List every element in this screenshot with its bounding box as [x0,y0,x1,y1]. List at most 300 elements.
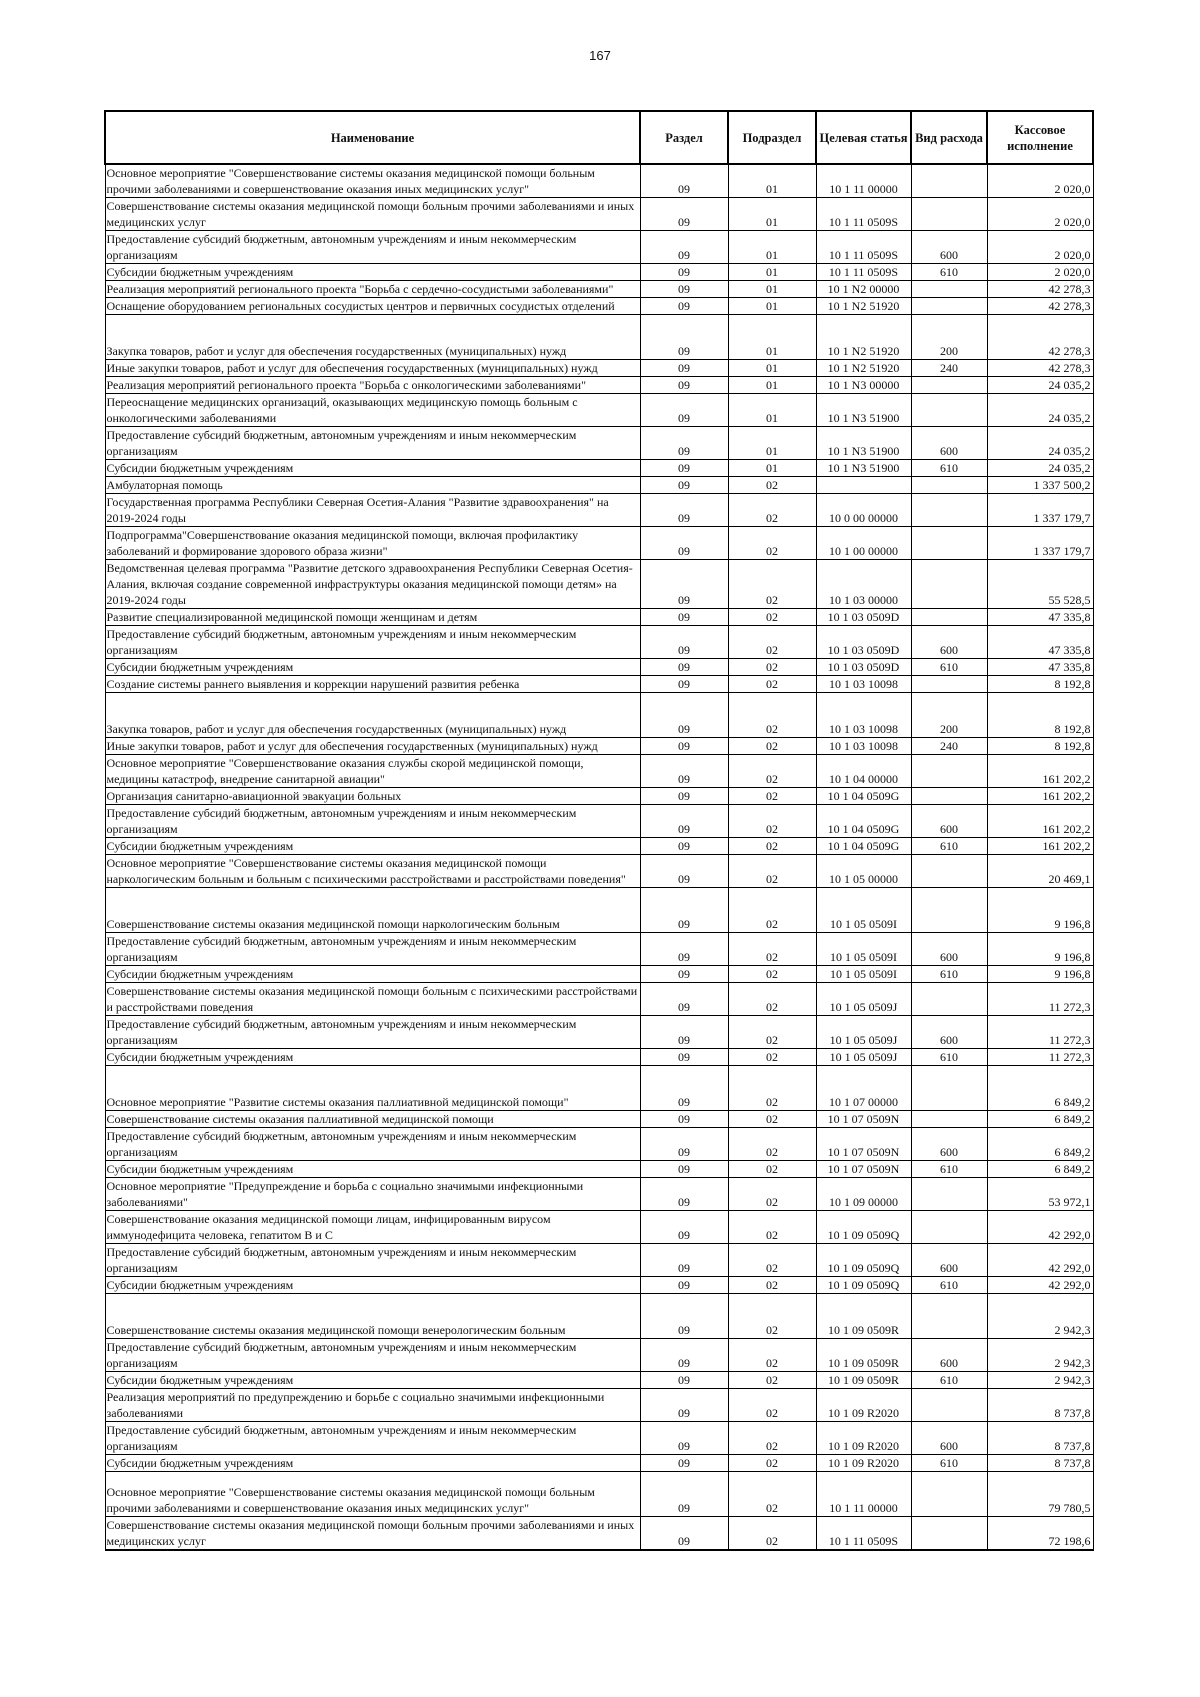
cell-razdel: 09 [640,1372,728,1389]
cell-podrazdel: 02 [728,1472,816,1517]
table-row [105,560,1093,609]
cell-vid-raskhoda: 610 [911,1277,987,1294]
cell-razdel: 09 [640,477,728,494]
cell-kassovoe-ispolnenie: 1 337 179,7 [987,494,1093,527]
cell-name: Предоставление субсидий бюджетным, автономным учреждениям и иным некоммерческим организациям [105,1422,640,1455]
table-row [105,738,1093,755]
table-row [105,1455,1093,1472]
cell-name: Совершенствование системы оказания медицинской помощи больным с психическими расстройствами и расстройствами поведения [105,983,640,1016]
table-row [105,788,1093,805]
cell-podrazdel: 02 [728,1294,816,1339]
cell-razdel: 09 [640,609,728,626]
cell-kassovoe-ispolnenie: 2 020,0 [987,164,1093,198]
cell-vid-raskhoda: 600 [911,1016,987,1049]
cell-tselevaya-statya: 10 1 11 0509S [816,231,911,264]
cell-razdel: 09 [640,1128,728,1161]
cell-podrazdel: 02 [728,1389,816,1422]
cell-tselevaya-statya: 10 1 05 0509I [816,933,911,966]
cell-podrazdel: 01 [728,377,816,394]
cell-kassovoe-ispolnenie: 72 198,6 [987,1517,1093,1551]
cell-razdel: 09 [640,494,728,527]
cell-vid-raskhoda [911,560,987,609]
cell-name: Совершенствование системы оказания медицинской помощи венерологическим больным [105,1294,640,1339]
cell-tselevaya-statya: 10 1 04 00000 [816,755,911,788]
cell-kassovoe-ispolnenie: 42 278,3 [987,315,1093,360]
cell-tselevaya-statya: 10 1 05 00000 [816,855,911,888]
cell-tselevaya-statya: 10 1 N3 51900 [816,460,911,477]
table-row [105,360,1093,377]
cell-vid-raskhoda: 610 [911,1049,987,1066]
cell-name: Предоставление субсидий бюджетным, автономным учреждениям и иным некоммерческим организациям [105,231,640,264]
cell-razdel: 09 [640,281,728,298]
cell-vid-raskhoda: 610 [911,1455,987,1472]
table-body [105,164,1093,1550]
cell-tselevaya-statya: 10 1 11 0509S [816,198,911,231]
cell-name: Основное мероприятие "Совершенствование системы оказания медицинской помощи наркологическим больным и больным с психическими расстройствами и расстройствами поведения" [105,855,640,888]
header-kassovoe-ispolnenie: Кассовое исполнение [987,111,1093,164]
cell-podrazdel: 01 [728,231,816,264]
cell-name: Реализация мероприятий по предупреждению и борьбе с социально значимыми инфекционными заболеваниями [105,1389,640,1422]
cell-vid-raskhoda [911,1389,987,1422]
cell-tselevaya-statya: 10 1 09 0509Q [816,1277,911,1294]
cell-name: Предоставление субсидий бюджетным, автономным учреждениям и иным некоммерческим организациям [105,1244,640,1277]
cell-name: Амбулаторная помощь [105,477,640,494]
cell-vid-raskhoda [911,198,987,231]
cell-kassovoe-ispolnenie: 6 849,2 [987,1111,1093,1128]
cell-razdel: 09 [640,360,728,377]
cell-vid-raskhoda [911,888,987,933]
cell-tselevaya-statya: 10 1 07 00000 [816,1066,911,1111]
table-row [105,1389,1093,1422]
cell-name: Субсидии бюджетным учреждениям [105,1161,640,1178]
header-podrazdel: Подраздел [728,111,816,164]
table-row [105,281,1093,298]
cell-tselevaya-statya: 10 1 09 0509Q [816,1211,911,1244]
cell-name: Основное мероприятие "Совершенствование системы оказания медицинской помощи больным прочими заболеваниями и совершенствование оказания иных медицинских услуг" [105,164,640,198]
cell-kassovoe-ispolnenie: 79 780,5 [987,1472,1093,1517]
cell-razdel: 09 [640,738,728,755]
cell-tselevaya-statya: 10 1 09 0509R [816,1294,911,1339]
table-row [105,298,1093,315]
cell-podrazdel: 01 [728,264,816,281]
cell-kassovoe-ispolnenie: 2 942,3 [987,1372,1093,1389]
cell-name: Предоставление субсидий бюджетным, автономным учреждениям и иным некоммерческим организациям [105,933,640,966]
cell-podrazdel: 02 [728,1277,816,1294]
cell-podrazdel: 02 [728,659,816,676]
table-row [105,198,1093,231]
cell-tselevaya-statya: 10 1 05 0509J [816,1049,911,1066]
cell-razdel: 09 [640,1211,728,1244]
cell-name: Переоснащение медицинских организаций, оказывающих медицинскую помощь больным с онкологическими заболеваниями [105,394,640,427]
cell-tselevaya-statya: 10 1 N3 00000 [816,377,911,394]
table-row [105,1294,1093,1339]
cell-kassovoe-ispolnenie: 8 737,8 [987,1455,1093,1472]
cell-tselevaya-statya: 10 1 N2 00000 [816,281,911,298]
cell-razdel: 09 [640,966,728,983]
cell-podrazdel: 02 [728,1178,816,1211]
cell-tselevaya-statya: 10 1 03 0509D [816,659,911,676]
cell-kassovoe-ispolnenie: 1 337 179,7 [987,527,1093,560]
cell-razdel: 09 [640,1455,728,1472]
cell-name: Предоставление субсидий бюджетным, автономным учреждениям и иным некоммерческим организациям [105,805,640,838]
table-row [105,1128,1093,1161]
cell-kassovoe-ispolnenie: 53 972,1 [987,1178,1093,1211]
page-number: 167 [589,48,611,63]
cell-tselevaya-statya: 10 1 11 00000 [816,164,911,198]
table-row [105,805,1093,838]
cell-podrazdel: 02 [728,1517,816,1551]
cell-vid-raskhoda [911,609,987,626]
table-row [105,1372,1093,1389]
table-row [105,888,1093,933]
cell-kassovoe-ispolnenie: 11 272,3 [987,1049,1093,1066]
cell-vid-raskhoda [911,788,987,805]
cell-tselevaya-statya: 10 1 05 0509J [816,983,911,1016]
table-row [105,494,1093,527]
cell-kassovoe-ispolnenie: 161 202,2 [987,755,1093,788]
cell-vid-raskhoda: 200 [911,693,987,738]
cell-kassovoe-ispolnenie: 24 035,2 [987,377,1093,394]
cell-vid-raskhoda [911,377,987,394]
cell-name: Предоставление субсидий бюджетным, автономным учреждениям и иным некоммерческим организациям [105,1339,640,1372]
cell-razdel: 09 [640,1161,728,1178]
cell-kassovoe-ispolnenie: 8 192,8 [987,676,1093,693]
cell-vid-raskhoda: 240 [911,738,987,755]
table-row [105,693,1093,738]
table-row [105,1244,1093,1277]
cell-kassovoe-ispolnenie: 47 335,8 [987,609,1093,626]
cell-razdel: 09 [640,527,728,560]
cell-vid-raskhoda [911,494,987,527]
table-row [105,626,1093,659]
cell-name: Предоставление субсидий бюджетным, автономным учреждениям и иным некоммерческим организациям [105,1016,640,1049]
cell-razdel: 09 [640,427,728,460]
cell-tselevaya-statya: 10 1 09 00000 [816,1178,911,1211]
table-row [105,377,1093,394]
cell-podrazdel: 02 [728,805,816,838]
cell-tselevaya-statya: 10 1 04 0509G [816,788,911,805]
cell-tselevaya-statya: 10 1 04 0509G [816,805,911,838]
cell-name: Оснащение оборудованием региональных сосудистых центров и первичных сосудистых отделений [105,298,640,315]
cell-razdel: 09 [640,788,728,805]
cell-vid-raskhoda [911,1178,987,1211]
budget-table [104,110,1094,1551]
cell-kassovoe-ispolnenie: 2 020,0 [987,264,1093,281]
cell-podrazdel: 02 [728,693,816,738]
cell-tselevaya-statya: 10 1 03 0509D [816,626,911,659]
cell-kassovoe-ispolnenie: 24 035,2 [987,460,1093,477]
header-vid-raskhoda: Вид расхода [911,111,987,164]
cell-podrazdel: 02 [728,1244,816,1277]
cell-razdel: 09 [640,164,728,198]
cell-tselevaya-statya: 10 1 N2 51920 [816,315,911,360]
table-row [105,460,1093,477]
cell-name: Подпрограмма"Совершенствование оказания медицинской помощи, включая профилактику заболеваний и формирование здорового образа жизни" [105,527,640,560]
table-row [105,609,1093,626]
table-row [105,1016,1093,1049]
cell-podrazdel: 02 [728,1372,816,1389]
cell-kassovoe-ispolnenie: 42 292,0 [987,1244,1093,1277]
table-row [105,659,1093,676]
cell-podrazdel: 01 [728,164,816,198]
cell-name: Субсидии бюджетным учреждениям [105,1372,640,1389]
cell-vid-raskhoda: 600 [911,1422,987,1455]
cell-name: Иные закупки товаров, работ и услуг для обеспечения государственных (муниципальных) нужд [105,738,640,755]
cell-vid-raskhoda [911,394,987,427]
cell-vid-raskhoda [911,1211,987,1244]
table-row [105,1339,1093,1372]
cell-kassovoe-ispolnenie: 6 849,2 [987,1161,1093,1178]
cell-vid-raskhoda [911,527,987,560]
cell-kassovoe-ispolnenie: 47 335,8 [987,659,1093,676]
cell-razdel: 09 [640,315,728,360]
cell-vid-raskhoda: 600 [911,626,987,659]
cell-vid-raskhoda: 240 [911,360,987,377]
cell-kassovoe-ispolnenie: 2 942,3 [987,1294,1093,1339]
table-row [105,427,1093,460]
table-row [105,1422,1093,1455]
cell-podrazdel: 02 [728,1339,816,1372]
cell-name: Ведомственная целевая программа "Развитие детского здравоохранения Республики Северная Осетия-Алания, включая создание современной инфраструктуры оказания медицинской помощи детям» на 2019-2024 годы [105,560,640,609]
table-row [105,164,1093,198]
cell-vid-raskhoda [911,1294,987,1339]
cell-razdel: 09 [640,1178,728,1211]
cell-tselevaya-statya: 10 1 07 0509N [816,1128,911,1161]
cell-name: Субсидии бюджетным учреждениям [105,1277,640,1294]
cell-vid-raskhoda [911,298,987,315]
cell-razdel: 09 [640,460,728,477]
cell-podrazdel: 01 [728,460,816,477]
cell-razdel: 09 [640,1422,728,1455]
cell-vid-raskhoda: 600 [911,805,987,838]
cell-razdel: 09 [640,888,728,933]
cell-razdel: 09 [640,1339,728,1372]
cell-tselevaya-statya: 10 1 09 0509R [816,1339,911,1372]
table-row [105,755,1093,788]
cell-tselevaya-statya: 10 1 03 10098 [816,693,911,738]
cell-podrazdel: 02 [728,477,816,494]
cell-podrazdel: 02 [728,609,816,626]
cell-kassovoe-ispolnenie: 42 278,3 [987,281,1093,298]
cell-name: Совершенствование системы оказания медицинской помощи больным прочими заболеваниями и иных медицинских услуг [105,1517,640,1551]
cell-razdel: 09 [640,198,728,231]
cell-name: Совершенствование системы оказания паллиативной медицинской помощи [105,1111,640,1128]
cell-podrazdel: 02 [728,1128,816,1161]
cell-tselevaya-statya: 10 1 05 0509J [816,1016,911,1049]
cell-tselevaya-statya: 10 1 09 0509R [816,1372,911,1389]
cell-podrazdel: 02 [728,1455,816,1472]
cell-kassovoe-ispolnenie: 6 849,2 [987,1066,1093,1111]
table-row [105,1049,1093,1066]
cell-tselevaya-statya: 10 1 09 R2020 [816,1455,911,1472]
cell-name: Основное мероприятие "Предупреждение и борьба с социально значимыми инфекционными заболеваниями" [105,1178,640,1211]
cell-kassovoe-ispolnenie: 8 737,8 [987,1389,1093,1422]
cell-vid-raskhoda: 610 [911,838,987,855]
cell-vid-raskhoda [911,1066,987,1111]
cell-podrazdel: 01 [728,427,816,460]
cell-vid-raskhoda: 600 [911,933,987,966]
cell-podrazdel: 02 [728,560,816,609]
cell-razdel: 09 [640,1472,728,1517]
table-row [105,983,1093,1016]
table-row [105,855,1093,888]
cell-razdel: 09 [640,1049,728,1066]
cell-tselevaya-statya: 10 1 09 R2020 [816,1389,911,1422]
header-tselevaya-statya: Целевая статья [816,111,911,164]
cell-tselevaya-statya: 10 1 07 0509N [816,1161,911,1178]
cell-podrazdel: 02 [728,888,816,933]
cell-name: Закупка товаров, работ и услуг для обеспечения государственных (муниципальных) нужд [105,315,640,360]
cell-kassovoe-ispolnenie: 2 942,3 [987,1339,1093,1372]
cell-podrazdel: 02 [728,1066,816,1111]
cell-podrazdel: 02 [728,838,816,855]
cell-podrazdel: 02 [728,983,816,1016]
cell-kassovoe-ispolnenie: 161 202,2 [987,805,1093,838]
cell-vid-raskhoda: 610 [911,460,987,477]
cell-razdel: 09 [640,560,728,609]
cell-kassovoe-ispolnenie: 42 278,3 [987,360,1093,377]
cell-name: Организация санитарно-авиационной эвакуации больных [105,788,640,805]
cell-kassovoe-ispolnenie: 11 272,3 [987,1016,1093,1049]
cell-podrazdel: 02 [728,1211,816,1244]
table-row [105,1161,1093,1178]
table-row [105,933,1093,966]
cell-name: Развитие специализированной медицинской помощи женщинам и детям [105,609,640,626]
cell-podrazdel: 02 [728,676,816,693]
cell-name: Субсидии бюджетным учреждениям [105,460,640,477]
cell-tselevaya-statya: 10 1 03 10098 [816,676,911,693]
table-row [105,838,1093,855]
cell-name: Совершенствование системы оказания медицинской помощи больным прочими заболеваниями и иных медицинских услуг [105,198,640,231]
cell-kassovoe-ispolnenie: 42 278,3 [987,298,1093,315]
cell-kassovoe-ispolnenie: 2 020,0 [987,231,1093,264]
cell-podrazdel: 02 [728,494,816,527]
cell-name: Субсидии бюджетным учреждениям [105,838,640,855]
cell-kassovoe-ispolnenie: 161 202,2 [987,788,1093,805]
cell-tselevaya-statya: 10 1 05 0509I [816,888,911,933]
cell-razdel: 09 [640,298,728,315]
cell-razdel: 09 [640,805,728,838]
cell-tselevaya-statya: 10 1 07 0509N [816,1111,911,1128]
cell-name: Основное мероприятие "Совершенствование системы оказания медицинской помощи больным прочими заболеваниями и совершенствование оказания иных медицинских услуг" [105,1472,640,1517]
cell-podrazdel: 01 [728,315,816,360]
cell-razdel: 09 [640,1111,728,1128]
cell-name: Субсидии бюджетным учреждениям [105,264,640,281]
cell-podrazdel: 02 [728,1422,816,1455]
cell-vid-raskhoda [911,983,987,1016]
cell-name: Субсидии бюджетным учреждениям [105,659,640,676]
table-row [105,1111,1093,1128]
table-row [105,264,1093,281]
table-row [105,477,1093,494]
cell-name: Реализация мероприятий регионального проекта "Борьба с сердечно-сосудистыми заболеваниями" [105,281,640,298]
cell-tselevaya-statya: 10 1 03 0509D [816,609,911,626]
cell-tselevaya-statya: 10 1 04 0509G [816,838,911,855]
cell-razdel: 09 [640,676,728,693]
cell-kassovoe-ispolnenie: 6 849,2 [987,1128,1093,1161]
cell-name: Реализация мероприятий регионального проекта "Борьба с онкологическими заболеваниями" [105,377,640,394]
cell-name: Иные закупки товаров, работ и услуг для обеспечения государственных (муниципальных) нужд [105,360,640,377]
cell-razdel: 09 [640,231,728,264]
cell-razdel: 09 [640,693,728,738]
cell-vid-raskhoda [911,1472,987,1517]
cell-kassovoe-ispolnenie: 24 035,2 [987,394,1093,427]
cell-kassovoe-ispolnenie: 42 292,0 [987,1277,1093,1294]
cell-razdel: 09 [640,983,728,1016]
cell-podrazdel: 02 [728,527,816,560]
cell-razdel: 09 [640,659,728,676]
cell-podrazdel: 02 [728,1016,816,1049]
cell-name: Государственная программа Республики Северная Осетия-Алания "Развитие здравоохранения" на 2019-2024 годы [105,494,640,527]
cell-tselevaya-statya: 10 1 09 R2020 [816,1422,911,1455]
cell-name: Субсидии бюджетным учреждениям [105,1455,640,1472]
cell-tselevaya-statya: 10 1 11 0509S [816,1517,911,1551]
cell-tselevaya-statya [816,477,911,494]
cell-tselevaya-statya: 10 1 11 00000 [816,1472,911,1517]
cell-tselevaya-statya: 10 1 05 0509I [816,966,911,983]
cell-kassovoe-ispolnenie: 1 337 500,2 [987,477,1093,494]
cell-podrazdel: 01 [728,198,816,231]
cell-vid-raskhoda: 600 [911,1244,987,1277]
cell-name: Совершенствование системы оказания медицинской помощи наркологическим больным [105,888,640,933]
cell-podrazdel: 02 [728,1161,816,1178]
cell-tselevaya-statya: 10 1 N3 51900 [816,394,911,427]
cell-tselevaya-statya: 10 1 11 0509S [816,264,911,281]
cell-podrazdel: 01 [728,360,816,377]
header-razdel: Раздел [640,111,728,164]
cell-tselevaya-statya: 10 1 03 00000 [816,560,911,609]
table-row [105,966,1093,983]
table-row [105,1178,1093,1211]
cell-vid-raskhoda [911,281,987,298]
cell-name: Создание системы раннего выявления и коррекции нарушений развития ребенка [105,676,640,693]
cell-name: Основное мероприятие "Совершенствование оказания службы скорой медицинской помощи, медицины катастроф, внедрение санитарной авиации" [105,755,640,788]
cell-razdel: 09 [640,377,728,394]
table-row [105,527,1093,560]
cell-kassovoe-ispolnenie: 9 196,8 [987,888,1093,933]
cell-tselevaya-statya: 10 1 N2 51920 [816,360,911,377]
cell-razdel: 09 [640,1066,728,1111]
cell-name: Предоставление субсидий бюджетным, автономным учреждениям и иным некоммерческим организациям [105,1128,640,1161]
table-header [105,111,1093,164]
cell-vid-raskhoda: 610 [911,1161,987,1178]
table-row [105,1066,1093,1111]
cell-tselevaya-statya: 10 0 00 00000 [816,494,911,527]
cell-kassovoe-ispolnenie: 8 192,8 [987,693,1093,738]
cell-razdel: 09 [640,1294,728,1339]
cell-vid-raskhoda [911,1111,987,1128]
cell-name: Совершенствование оказания медицинской помощи лицам, инфицированным вирусом иммунодефицита человека, гепатитом В и С [105,1211,640,1244]
cell-podrazdel: 02 [728,626,816,659]
cell-razdel: 09 [640,626,728,659]
cell-razdel: 09 [640,838,728,855]
cell-tselevaya-statya: 10 1 00 00000 [816,527,911,560]
cell-podrazdel: 02 [728,966,816,983]
cell-vid-raskhoda: 610 [911,966,987,983]
cell-kassovoe-ispolnenie: 42 292,0 [987,1211,1093,1244]
cell-name: Предоставление субсидий бюджетным, автономным учреждениям и иным некоммерческим организациям [105,626,640,659]
cell-tselevaya-statya: 10 1 09 0509Q [816,1244,911,1277]
cell-razdel: 09 [640,755,728,788]
cell-kassovoe-ispolnenie: 47 335,8 [987,626,1093,659]
cell-kassovoe-ispolnenie: 9 196,8 [987,966,1093,983]
header-name: Наименование [105,111,640,164]
cell-vid-raskhoda: 600 [911,1128,987,1161]
cell-vid-raskhoda [911,855,987,888]
cell-name: Закупка товаров, работ и услуг для обеспечения государственных (муниципальных) нужд [105,693,640,738]
cell-kassovoe-ispolnenie: 8 192,8 [987,738,1093,755]
cell-razdel: 09 [640,933,728,966]
